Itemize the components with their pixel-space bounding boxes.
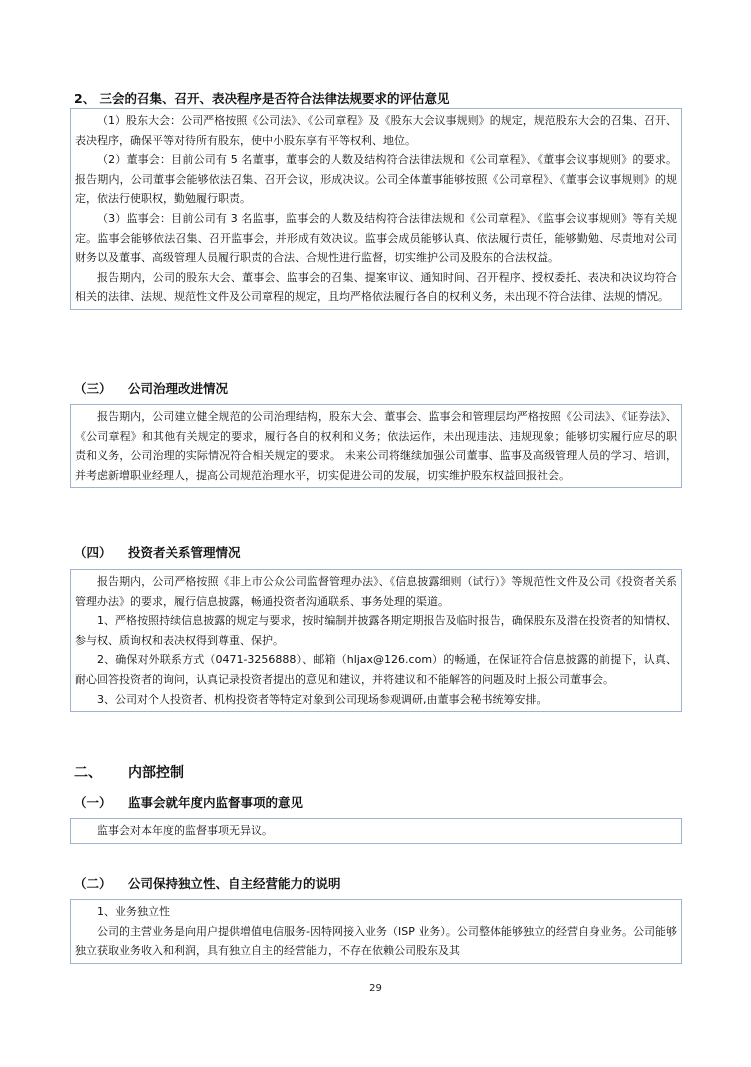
governance-text-box	[70, 404, 682, 488]
section-heading-investor-relations	[74, 545, 241, 561]
paragraph: 2、确保对外联系方式（0471-3256888）、邮箱（hljax@126.com）的畅通，在保证符合信息披露的前提下，认真、耐心回答投资者的询问，认真记录投资者提出的意见和建议，并将建议和不能解答的问题及时上报公司董事会。	[75, 653, 677, 686]
section-number: （四）	[74, 545, 112, 560]
part-heading-internal-control	[74, 764, 184, 782]
paragraph: 3、公司对个人投资者、机构投资者等特定对象到公司现场参观调研,由董事会秘书统筹安排。	[97, 692, 548, 706]
independence-text-box	[70, 899, 682, 964]
part-title: 内部控制	[128, 765, 184, 781]
paragraph: （1）股东大会：公司严格按照《公司法》、《公司章程》及《股东大会议事规则》的规定，规范股东大会的召集、召开、表决程序，确保平等对待所有股东，使中小股东享有平等权利、地位。	[75, 114, 677, 147]
section-heading-governance	[74, 381, 228, 397]
section-title: 公司保持独立性、自主经营能力的说明	[128, 876, 341, 891]
part-number: 二、	[74, 765, 102, 781]
section-heading-text: 2、 三会的召集、召开、表决程序是否符合法律法规要求的评估意见	[74, 91, 450, 106]
paragraph: 报告期内，公司建立健全规范的公司治理结构，股东大会、董事会、监事会和管理层均严格按照《公司法》、《证券法》、《公司章程》和其他有关规定的要求，履行各自的权利和义务；依法运作，未出现违法、违规现象；能够切实履行应尽的职责和义务，公司治理的实际情况符合相关规定的要求。 未来公司将继续加强公司董事、监事及高级管理人员的学习、培训，并考虑新增职业经理人，提高公司规范治理水平，切实促进公司的发展，切实维护股东权益回报社会。	[75, 410, 677, 482]
page-number: 29	[369, 983, 382, 994]
section-number: （二）	[74, 876, 112, 891]
meetings-text-box	[70, 108, 682, 310]
supervisory-opinion-text-box	[70, 818, 682, 844]
paragraph: 1、严格按照持续信息披露的规定与要求，按时编制并披露各期定期报告及临时报告，确保股东及潜在投资者的知情权、参与权、质询权和表决权得到尊重、保护。	[75, 614, 677, 647]
paragraph: （2）董事会：目前公司有 5 名董事，董事会的人数及结构符合法律法规和《公司章程》、《董事会议事规则》的要求。报告期内，公司董事会能够依法召集、召开会议，形成决议。公司全体董事能够按照《公司章程》、《董事会议事规则》的规定，依法行使职权，勤勉履行职责。	[75, 153, 677, 206]
paragraph: 1、业务独立性	[97, 905, 170, 918]
section-number: （三）	[74, 381, 112, 396]
section-heading-independence	[74, 876, 341, 892]
investor-relations-text-box	[70, 569, 682, 712]
section-number: （一）	[74, 795, 112, 810]
paragraph: （3）监事会：目前公司有 3 名监事，监事会的人数及结构符合法律法规和《公司章程》、《监事会议事规则》等有关规定。监事会能够依法召集、召开监事会，并形成有效决议。监事会成员能够认真、依法履行责任，能够勤勉、尽责地对公司财务以及董事、高级管理人员履行职责的合法、合规性进行监督，切实维护公司及股东的合法权益。	[75, 211, 677, 265]
paragraph: 监事会对本年度的监督事项无异议。	[97, 824, 273, 837]
paragraph: 报告期内，公司的股东大会、董事会、监事会的召集、提案审议、通知时间、召开程序、授权委托、表决和决议均符合相关的法律、法规、规范性文件及公司章程的规定，且均严格依法履行各自的权利义务，未出现不符合法律、法规的情况。	[75, 270, 677, 304]
section-title: 公司治理改进情况	[128, 381, 229, 396]
section-heading-supervisory-opinion	[74, 795, 303, 811]
section-title: 监事会就年度内监督事项的意见	[128, 795, 304, 810]
paragraph: 公司的主营业务是向用户提供增值电信服务-因特网接入业务（ISP 业务）。公司整体能够独立的经营自身业务。公司能够独立获取业务收入和利润，具有独立自主的经营能力，不存在依赖公司股东及其	[75, 924, 677, 958]
section-heading-meetings	[74, 91, 450, 107]
paragraph: 报告期内，公司严格按照《非上市公众公司监督管理办法》、《信息披露细则（试行）》等规范性文件及公司《投资者关系管理办法》的要求，履行信息披露，畅通投资者沟通联系、事务处理的渠道。	[75, 575, 677, 608]
section-title: 投资者关系管理情况	[128, 545, 241, 560]
